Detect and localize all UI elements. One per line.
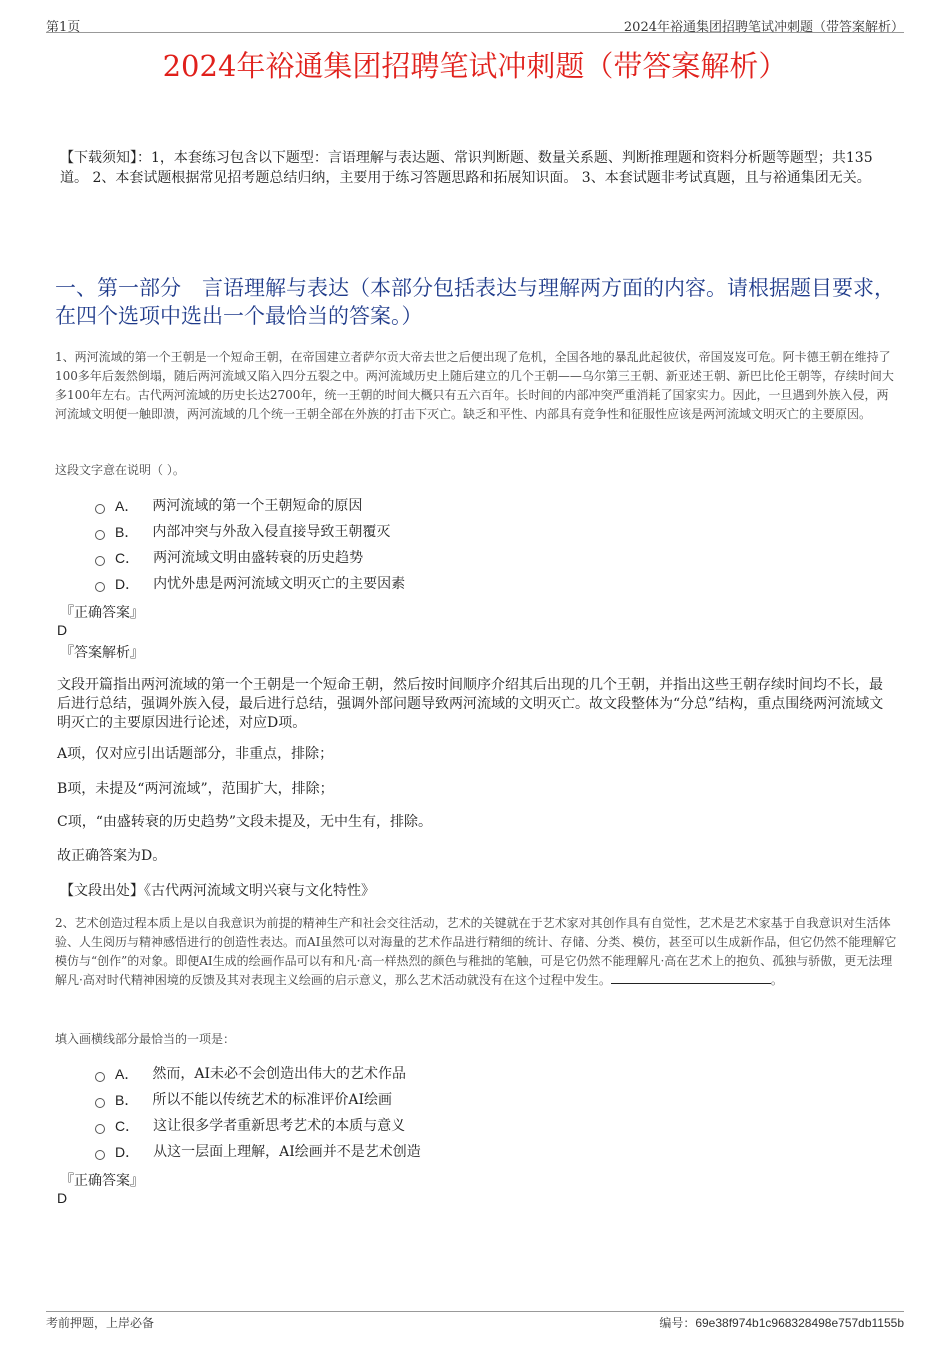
question-1-option-b[interactable]: B． 内部冲突与外敌入侵直接导致王朝覆灭	[95, 522, 390, 542]
question-2-stem: 2、艺术创造过程本质上是以自我意识为前提的精神生产和社会交往活动，艺术的关键就在于艺术家对其创作具有自觉性，艺术是艺术家基于自我意识对生活体验、人生阅历与精神感悟进行的创造性表达。而AI虽然可以对海量的艺术作品进行精细的统计、存储、分类、模仿，甚至可以生成新作品，但它仍然不能理解它模仿与“创作”的对象。即便AI生成的绘画作品可以有和凡·高一样热烈的颜色与稚拙的笔触，可是它仍然不能理解凡·高在艺术上的抱负、孤独与骄傲，更无法理解凡·高对时代精神困境的反馈及其对表现主义绘画的启示意义，那么艺术活动就没有在这个过程中发生。 。	[55, 916, 897, 987]
question-1-option-d[interactable]: D． 内忧外患是两河流域文明灭亡的主要因素	[95, 574, 405, 594]
fill-blank	[611, 971, 771, 984]
question-1-option-a[interactable]: A． 两河流域的第一个王朝短命的原因	[95, 496, 362, 516]
question-1-analysis: 文段开篇指出两河流域的第一个王朝是一个短命王朝，然后按时间顺序介绍其后出现的几个王朝，并指出这些王朝存续时间均不长，最后进行总结，强调外族入侵，最后进行总结，强调外部问题导致两河流域的文明灭亡。故文段整体为“分总”结构，重点围绕两河流域文明灭亡的主要原因进行论述，对应D项。	[57, 677, 884, 731]
page-title: 2024年裕通集团招聘笔试冲刺题（带答案解析）	[162, 49, 788, 83]
radio-icon[interactable]	[95, 582, 105, 592]
radio-icon[interactable]	[95, 1098, 105, 1108]
question-2-option-a[interactable]: A． 然而，AI未必不会创造出伟大的艺术作品	[95, 1064, 406, 1084]
question-1-option-c[interactable]: C． 两河流域文明由盛转衰的历史趋势	[95, 548, 363, 568]
question-2-option-b[interactable]: B． 所以不能以传统艺术的标准评价AI绘画	[95, 1090, 392, 1110]
radio-icon[interactable]	[95, 1072, 105, 1082]
radio-icon[interactable]	[95, 530, 105, 540]
question-1-prompt: 这段文字意在说明（ ）。	[55, 463, 185, 477]
question-2-answer: D	[57, 1190, 68, 1206]
header-doc-title: 2024年裕通集团招聘笔试冲刺题（带答案解析）	[623, 20, 904, 35]
header-divider	[46, 32, 904, 33]
question-1-source: 【文段出处】《古代两河流域文明兴衰与文化特性》	[60, 883, 375, 899]
question-1-stem: 1、两河流域的第一个王朝是一个短命王朝，在帝国建立者萨尔贡大帝去世之后便出现了危机，全国各地的暴乱此起彼伏，帝国岌岌可危。阿卡德王朝在维持了100多年后轰然倒塌，随后两河流域又陷入四分五裂之中。两河流域历史上随后建立的几个王朝——乌尔第三王朝、新亚述王朝、新巴比伦王朝等，存续时间大多100年左右。古代两河流域的历史长达2700年，统一王朝的时间大概只有五六百年。长时间的内部冲突严重消耗了国家实力。因此，一旦遇到外族入侵，两河流域文明便一触即溃，两河流域的几个统一王朝全部在外族的打击下灭亡。缺乏和平性、内部具有竞争性和征服性应该是两河流域文明灭亡的主要原因。	[55, 350, 894, 421]
header-page-label: 第1页	[46, 20, 81, 35]
question-1-analysis-a: A项，仅对应引出话题部分，非重点，排除；	[57, 746, 334, 762]
section-heading: 一、第一部分 言语理解与表达（本部分包括表达与理解两方面的内容。请根据题目要求，在四个选项中选出一个最恰当的答案。）	[55, 276, 895, 328]
question-1-analysis-label: 『答案解析』	[60, 645, 144, 661]
question-2-option-c[interactable]: C． 这让很多学者重新思考艺术的本质与意义	[95, 1116, 405, 1136]
question-2-option-d[interactable]: D． 从这一层面上理解，AI绘画并不是艺术创造	[95, 1142, 421, 1162]
footer-divider	[46, 1311, 904, 1312]
radio-icon[interactable]	[95, 556, 105, 566]
footer-slogan: 考前押题，上岸必备	[46, 1316, 155, 1330]
question-2-answer-label: 『正确答案』	[60, 1173, 144, 1189]
footer-code: 编号：69e38f974b1c968328498e757db1155b	[659, 1316, 904, 1330]
radio-icon[interactable]	[95, 1124, 105, 1134]
question-1-analysis-final: 故正确答案为D。	[57, 848, 167, 864]
radio-icon[interactable]	[95, 1150, 105, 1160]
radio-icon[interactable]	[95, 504, 105, 514]
question-2-prompt: 填入画横线部分最恰当的一项是：	[55, 1032, 236, 1046]
question-1-analysis-b: B项，未提及“两河流域”，范围扩大，排除；	[57, 781, 334, 797]
download-notice: 【下载须知】：1，本套练习包含以下题型：言语理解与表达题、常识判断题、数量关系题、判断推理题和资料分析题等题型；共135道。 2、本套试题根据常见招考题总结归纳，主要用于练习答题思路和拓展知识面。 3、本套试题非考试真题，且与裕通集团无关。	[60, 150, 873, 186]
question-1-analysis-c: C项，“由盛转衰的历史趋势”文段未提及，无中生有，排除。	[57, 814, 433, 830]
question-1-answer: D	[57, 622, 68, 638]
question-1-answer-label: 『正确答案』	[60, 605, 144, 621]
